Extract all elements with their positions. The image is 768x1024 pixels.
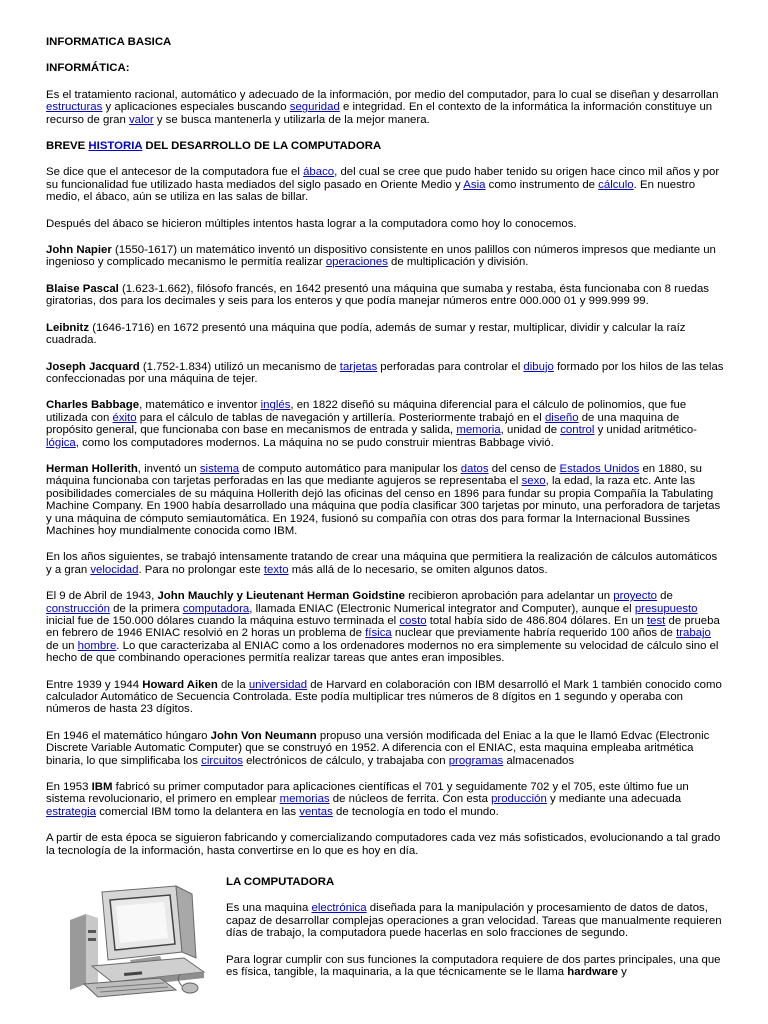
link-tarjetas[interactable]: tarjetas <box>339 360 378 373</box>
link-produccion[interactable]: producción <box>491 793 547 806</box>
link-asia[interactable]: Asia <box>463 178 486 191</box>
computadora-section <box>226 876 724 978</box>
link-sistema[interactable]: sistema <box>199 462 240 475</box>
link-datos[interactable]: datos <box>460 462 489 475</box>
section-heading-computadora: LA COMPUTADORA <box>226 876 335 888</box>
paragraph-napier: John Napier (1550-1617) un matemático inventó un dispositivo consistente en unos palillos con números impresos que mediante un ingenioso y complicado mecanismo le permitía realizar operaciones de multiplicación y división. <box>46 244 716 269</box>
link-presupuesto[interactable]: presupuesto <box>634 602 698 615</box>
link-velocidad[interactable]: velocidad <box>90 563 139 576</box>
desktop-computer-icon <box>64 880 218 998</box>
link-valor[interactable]: valor <box>128 113 154 126</box>
link-proyecto[interactable]: proyecto <box>613 590 657 603</box>
link-trabajo[interactable]: trabajo <box>676 627 711 640</box>
link-ingles[interactable]: inglés <box>260 399 291 412</box>
section-heading-informatica: INFORMÁTICA: <box>46 62 130 75</box>
link-computadora[interactable]: computadora <box>182 602 250 615</box>
link-electronica[interactable]: electrónica <box>311 902 367 915</box>
link-dibujo[interactable]: dibujo <box>523 360 554 373</box>
link-programas[interactable]: programas <box>448 754 504 767</box>
link-estados-unidos[interactable]: Estados Unidos <box>559 462 640 475</box>
paragraph-jacquard: Joseph Jacquard (1.752-1.834) utilizó un mecanismo de tarjetas perforadas para controlar el dibujo formado por los hilos de las telas confeccionadas por una máquina de tejer. <box>46 360 724 385</box>
paragraph-anos-siguientes: En los años siguientes, se trabajó intensamente tratando de crear una máquina que permitiera la realización de cálculos automáticos y a gran velocidad. Para no prolongar este texto más allá de lo necesario, se omiten algunos datos. <box>46 551 718 576</box>
paragraph-von-neumann: En 1946 el matemático húngaro John Von Neumann propuso una versión modificada del Eniac a la que le llamó Edvac (Electronic Discrete Variable Automatic Computer) que se construyó en 1952. A diferencia con el ENIAC, esta maquina empleaba aritmética binaria, lo que simplificaba los circuitos electrónicos de cálculo, y trabajaba con programas almacenados <box>46 729 710 767</box>
paragraph-hollerith: Herman Hollerith, inventó un sistema de computo automático para manipular los datos del censo de Estados Unidos en 1880, su máquina funcionaba con tarjetas perforadas en las que mediante agujeros se representaba el sexo, la edad, la raza etc. Ante las posibilidades comerciales de su máquina Hollerith dejó las oficinas del censo en 1896 para fundar su propia Compañía la Tabulating Machine Company. En 1900 había desarrollado una máquina que podía clasificar 300 tarjetas por minuto, una perforadora de tarjetas y una máquina de cómputo semiautomática. En 1924, fusionó su compañía con otras dos para formar la Internacional Bussines Machines hoy mundialmente conocida como IBM. <box>46 462 721 537</box>
paragraph-leibnitz: Leibnitz (1646-1716) en 1672 presentó una máquina que podía, además de sumar y restar, multiplicar, dividir y calcular la raíz cuadrada. <box>46 321 686 347</box>
link-texto[interactable]: texto <box>263 563 289 576</box>
link-test[interactable]: test <box>646 615 666 627</box>
link-diseno[interactable]: diseño <box>544 411 579 424</box>
link-fisica[interactable]: física <box>365 627 392 640</box>
link-construccion[interactable]: construcción <box>46 602 110 615</box>
link-seguridad[interactable]: seguridad <box>289 101 340 114</box>
link-historia[interactable]: HISTORIA <box>88 140 143 153</box>
link-costo[interactable]: costo <box>399 615 427 627</box>
paragraph-definition: Es el tratamiento racional, automático y adecuado de la información, por medio del computador, para lo cual se diseñan y desarrollan estructuras y aplicaciones especiales buscando seguridad e integridad. En el contexto de la informática la información constituye un recurso de gran valor y se busca mantenerla y utilizarla de la mejor manera. <box>46 88 719 126</box>
link-estructuras[interactable]: estructuras <box>46 101 103 114</box>
link-sexo[interactable]: sexo <box>521 475 546 488</box>
paragraph-eniac: El 9 de Abril de 1943, John Mauchly y Lieutenant Herman Goidstine recibieron aprobación para adelantar un proyecto de construcción de la primera computadora, llamada ENIAC (Electronic Numerical integrator and Computer), aunque el presupuesto inicial fue de 150.000 dólares cuando la máquina estuvo terminada el costo total había sido de 486.804 dólares. En un test de prueba en febrero de 1946 ENIAC resolvió en 2 horas un problema de física nuclear que previamente habría requerido 100 años de trabajo de un hombre. Lo que caracterizaba al ENIAC como a los ordenadores modernos no era simplemente su velocidad de cálculo sino el hecho de que combinando operaciones permitía realizar tareas que antes eran imposibles. <box>46 590 720 665</box>
link-estrategia[interactable]: estrategia <box>46 805 97 818</box>
link-hombre[interactable]: hombre <box>77 639 117 652</box>
link-operaciones[interactable]: operaciones <box>325 256 388 269</box>
paragraph-maquina: Es una maquina electrónica diseñada para la manipulación y procesamiento de datos de datos, capaz de desarrollar complejas operaciones a gran velocidad. Tareas que manualmente requieren días de trabajo, la computadora puede hacerlas en solo fracciones de segundo. <box>226 902 722 940</box>
link-universidad[interactable]: universidad <box>248 678 308 691</box>
link-abaco[interactable]: ábaco <box>303 166 335 179</box>
paragraph-despues: Después del ábaco se hicieron múltiples intentos hasta lograr a la computadora como hoy lo conocemos. <box>46 217 577 230</box>
paragraph-babbage: Charles Babbage, matemático e inventor inglés, en 1822 diseñó su máquina diferencial para el cálculo de polinomios, que fue utilizada con éxito para el cálculo de tablas de navegación y artillería. Posteriormente trabajó en el diseño de una maquina de propósito general, que funcionaba con base en mecanismos de entrada y salida, memoria, unidad de control y unidad aritmético-lógica, como los computadores modernos. La máquina no se pudo construir mientras Babbage vivió. <box>46 399 697 449</box>
paragraph-a-partir: A partir de esta época se siguieron fabricando y comercializando computadores cada vez más sofisticados, evolucionando a tal grado la tecnología de la información, hasta convertirse en lo que es hoy en día. <box>46 832 721 857</box>
link-logica[interactable]: lógica <box>46 436 76 449</box>
link-calculo[interactable]: cálculo <box>598 178 634 191</box>
document-body <box>46 36 726 857</box>
link-memorias[interactable]: memorias <box>279 793 330 806</box>
link-ventas[interactable]: ventas <box>299 805 333 818</box>
paragraph-ibm: En 1953 IBM fabricó su primer computador para aplicaciones científicas el 701 y seguidamente 702 y el 705, este último fue un sistema revolucionario, el primero en emplear memorias de núcleos de ferrita. Con esta producción y mediante una adecuada estrategia comercial IBM tomo la delantera en las ventas de tecnología en todo el mundo. <box>46 781 689 818</box>
section-heading-historia: BREVE HISTORIA DEL DESARROLLO DE LA COMPUTADORA <box>46 140 382 153</box>
link-exito[interactable]: éxito <box>112 411 137 424</box>
paragraph-partes: Para lograr cumplir con sus funciones la computadora requiere de dos partes principales, una que es física, tangible, la maquinaria, a la que técnicamente se le llama hardware y <box>226 953 721 979</box>
link-control[interactable]: control <box>560 424 595 437</box>
document-title: INFORMATICA BASICA <box>46 36 172 48</box>
link-circuitos[interactable]: circuitos <box>201 754 243 767</box>
paragraph-abaco: Se dice que el antecesor de la computadora fue el ábaco, del cual se cree que pudo haber tenido su origen hace cinco mil años y por su funcionalidad fue utilizado hasta mediados del siglo pasado en Oriente Medio y Asia como instrumento de cálculo. En nuestro medio, el ábaco, aún se utiliza en las salas de billar. <box>46 166 720 204</box>
paragraph-aiken: Entre 1939 y 1944 Howard Aiken de la universidad de Harvard en colaboración con IBM desarrolló el Mark 1 también conocido como calculador Automático de Secuencia Controlada. Este podía multiplicar tres números de 8 dígitos en 1 segundo y operaba con números de hasta 23 dígitos. <box>46 678 722 716</box>
link-memoria[interactable]: memoria <box>456 424 501 437</box>
paragraph-pascal: Blaise Pascal (1.623-1.662), filósofo francés, en 1642 presentó una máquina que sumaba y restaba, ésta funcionaba con 8 ruedas giratorias, dos para los decimales y seis para los enteros y que podía manejar números entre 000.000 01 y 999.999 99. <box>46 282 709 308</box>
